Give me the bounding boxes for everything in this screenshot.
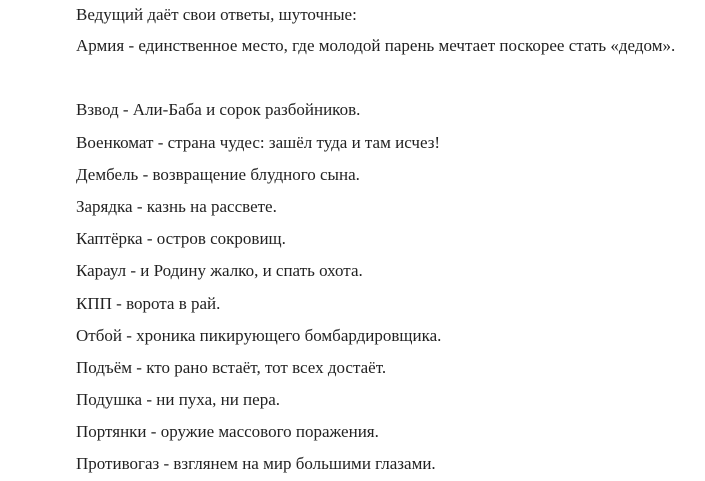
entry-separator: - <box>153 132 168 152</box>
entry-separator: - <box>159 454 174 474</box>
entry-term: Дембель <box>76 164 139 184</box>
entry-term: Зарядка <box>76 196 133 216</box>
entry-footwraps <box>76 416 696 448</box>
entry-definition: возвращение блудного сына. <box>152 164 360 184</box>
entry-platoon <box>76 94 696 126</box>
entry-storeroom <box>76 223 696 255</box>
entry-term: Каптёрка <box>76 229 143 249</box>
entry-term: Военкомат <box>76 132 154 152</box>
entry-checkpoint <box>76 288 696 320</box>
entry-definition: казнь на рассвете. <box>146 196 277 216</box>
entry-term: Противогаз <box>76 454 160 474</box>
entry-definition: Али-Баба и сорок разбойников. <box>132 100 361 120</box>
entry-demob <box>76 159 696 191</box>
entry-definition: остров сокровищ. <box>156 229 286 249</box>
entry-exercise <box>76 191 696 223</box>
entry-separator: - <box>121 325 137 345</box>
entry-army <box>76 30 696 94</box>
entry-definition: ворота в рай. <box>126 293 221 313</box>
intro-line <box>76 0 696 30</box>
entry-separator: - <box>146 422 161 442</box>
entry-definition: кто рано встаёт, тот всех достаёт. <box>146 357 387 377</box>
entry-term: Подъём <box>76 357 133 377</box>
entry-separator: - <box>111 293 127 313</box>
document-body <box>76 0 696 481</box>
entry-definition: оружие массового поражения. <box>160 422 379 442</box>
entry-guard <box>76 255 696 287</box>
entry-enlistment-office <box>76 127 696 159</box>
entry-gas-mask <box>76 448 696 480</box>
entry-definition: ни пуха, ни пера. <box>156 390 280 410</box>
entry-term: Армия <box>76 36 125 55</box>
entry-separator: - <box>118 100 133 120</box>
entry-separator: - <box>132 196 147 216</box>
entry-separator: - <box>124 36 139 55</box>
entry-separator: - <box>142 229 157 249</box>
entry-definition: страна чудес: зашёл туда и там исчез! <box>167 132 441 152</box>
entry-definition: и Родину жалко, и спать охота. <box>140 261 363 281</box>
entry-term: Отбой <box>76 325 122 345</box>
entry-separator: - <box>126 261 141 281</box>
entry-lights-out <box>76 320 696 352</box>
entry-definition: хроника пикирующего бомбардировщика. <box>136 325 442 345</box>
entry-term: Взвод <box>76 100 119 120</box>
intro-text: Ведущий даёт свои ответы, шуточные: <box>76 5 357 24</box>
entry-pillow <box>76 384 696 416</box>
entry-term: КПП <box>76 293 112 313</box>
entry-reveille <box>76 352 696 384</box>
entry-term: Портянки <box>76 422 147 442</box>
entry-separator: - <box>138 164 153 184</box>
entry-separator: - <box>132 357 147 377</box>
entry-term: Подушка <box>76 390 143 410</box>
entry-term: Караул <box>76 261 127 281</box>
entry-separator: - <box>142 390 157 410</box>
entry-definition: единственное место, где молодой парень мечтает поскорее стать «дедом». <box>138 36 676 55</box>
entry-definition: взглянем на мир большими глазами. <box>173 454 436 474</box>
